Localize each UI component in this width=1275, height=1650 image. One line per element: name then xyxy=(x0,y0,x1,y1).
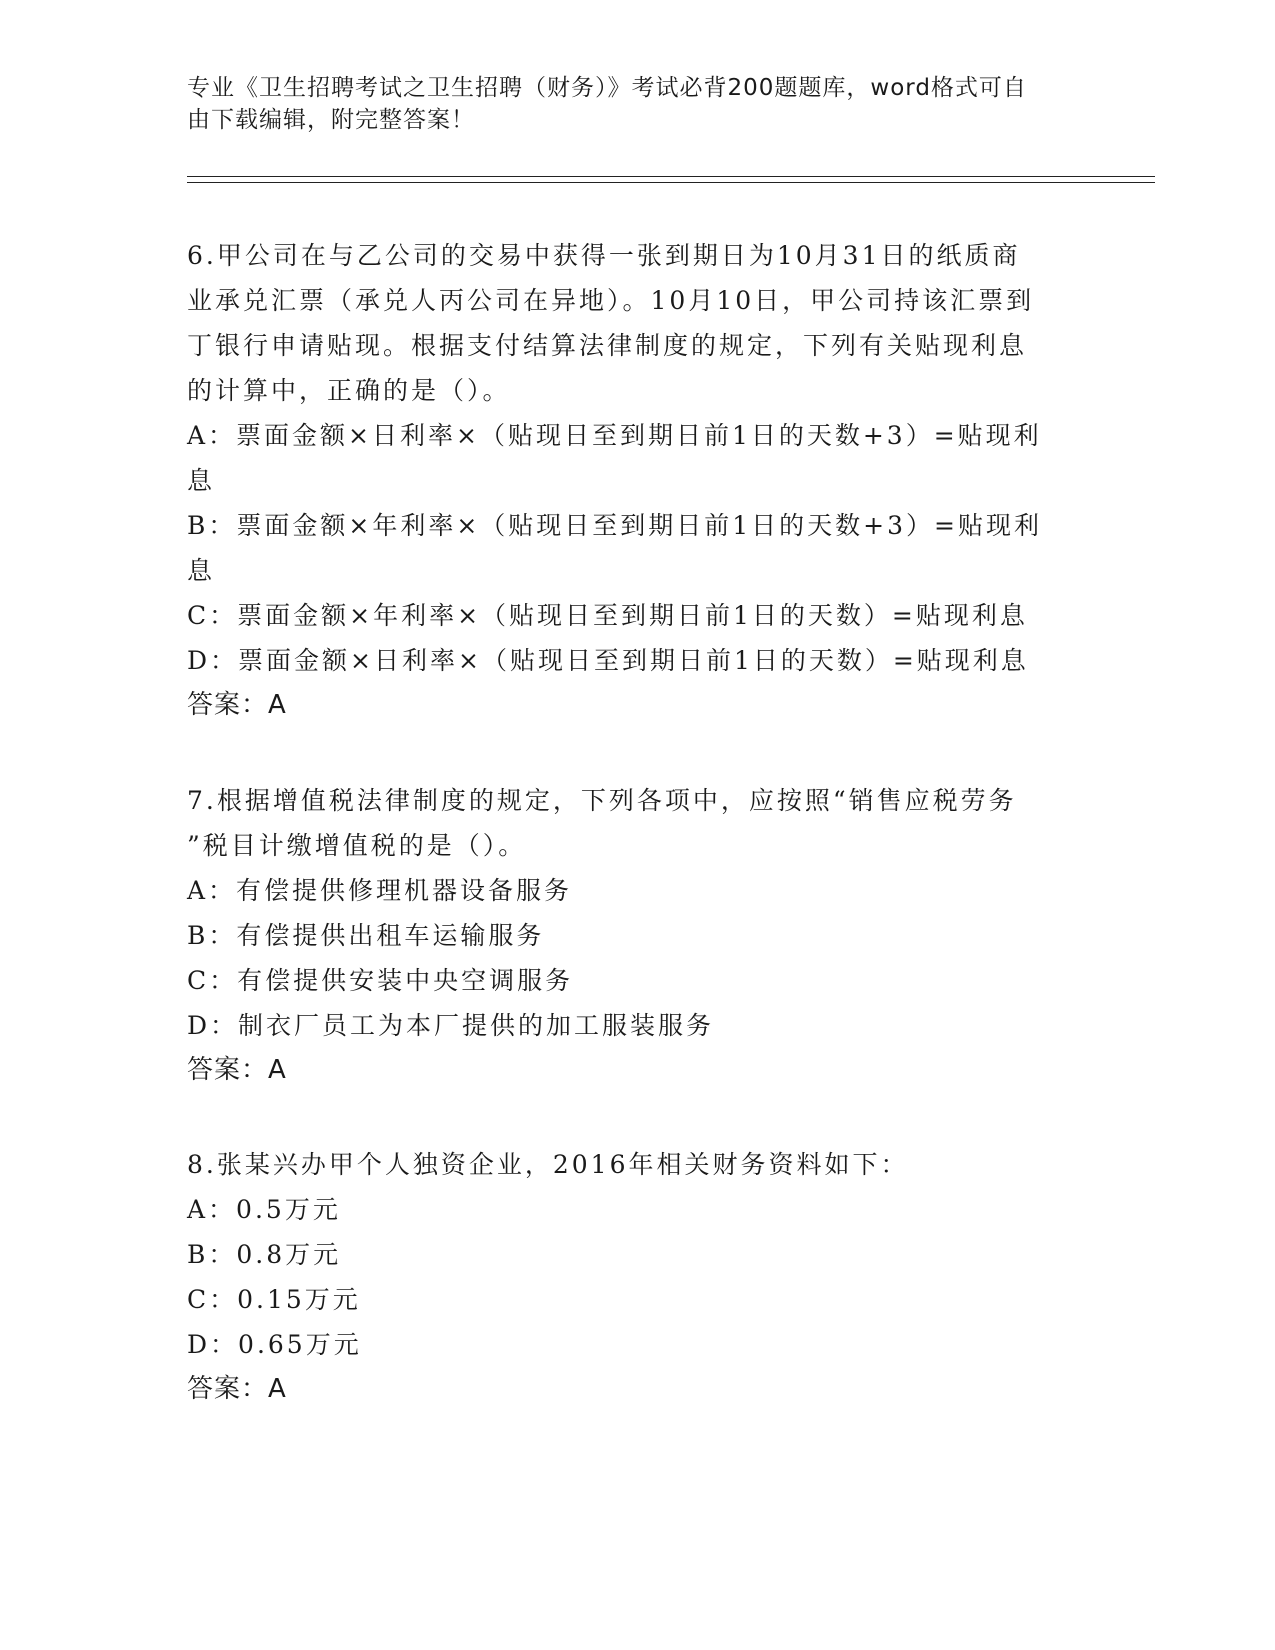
question-text-line: 业承兑汇票（承兑人丙公司在异地）。10月10日，甲公司持该汇票到 xyxy=(187,286,1035,315)
header-divider-bottom xyxy=(187,182,1155,183)
question-text-line: ”税目计缴增值税的是（）。 xyxy=(187,831,527,860)
option-d: D：制衣厂员工为本厂提供的加工服装服务 xyxy=(187,1011,715,1040)
header-line-1: 专业《卫生招聘考试之卫生招聘（财务）》考试必背200题题库，word格式可自 xyxy=(187,75,1027,101)
option-a: A：有偿提供修理机器设备服务 xyxy=(187,876,573,905)
document-header xyxy=(187,72,1067,136)
header-line-2: 由下载编辑，附完整答案！ xyxy=(187,107,475,133)
answer-label: 答案：A xyxy=(187,1055,287,1085)
option-b: B：有偿提供出租车运输服务 xyxy=(187,921,545,950)
question-text-line: 7.根据增值税法律制度的规定，下列各项中，应按照“销售应税劳务 xyxy=(187,786,1017,815)
question-7 xyxy=(187,778,1087,1093)
option-b: B：票面金额×年利率×（贴现日至到期日前1日的天数+3）=贴现利 xyxy=(187,511,1042,540)
answer-label: 答案：A xyxy=(187,690,287,720)
option-c: C：0.15万元 xyxy=(187,1285,361,1314)
question-text-line: 8.张某兴办甲个人独资企业，2016年相关财务资料如下： xyxy=(187,1150,909,1179)
option-d: D：0.65万元 xyxy=(187,1330,362,1359)
option-d: D：票面金额×日利率×（贴现日至到期日前1日的天数）=贴现利息 xyxy=(187,646,1029,675)
option-c: C：有偿提供安装中央空调服务 xyxy=(187,966,574,995)
option-b-continued: 息 xyxy=(187,556,216,585)
answer-label: 答案：A xyxy=(187,1374,287,1404)
option-b: B：0.8万元 xyxy=(187,1240,342,1269)
question-text-line: 6.甲公司在与乙公司的交易中获得一张到期日为10月31日的纸质商 xyxy=(187,241,1021,270)
header-divider-top xyxy=(187,176,1155,177)
question-8 xyxy=(187,1142,1087,1412)
option-a-continued: 息 xyxy=(187,466,216,495)
question-text-line: 丁银行申请贴现。根据支付结算法律制度的规定，下列有关贴现利息 xyxy=(187,331,1028,360)
question-text-line: 的计算中，正确的是（）。 xyxy=(187,376,511,405)
option-a: A：0.5万元 xyxy=(187,1195,341,1224)
option-c: C：票面金额×年利率×（贴现日至到期日前1日的天数）=贴现利息 xyxy=(187,601,1028,630)
question-6 xyxy=(187,233,1087,728)
option-a: A：票面金额×日利率×（贴现日至到期日前1日的天数+3）=贴现利 xyxy=(187,421,1042,450)
